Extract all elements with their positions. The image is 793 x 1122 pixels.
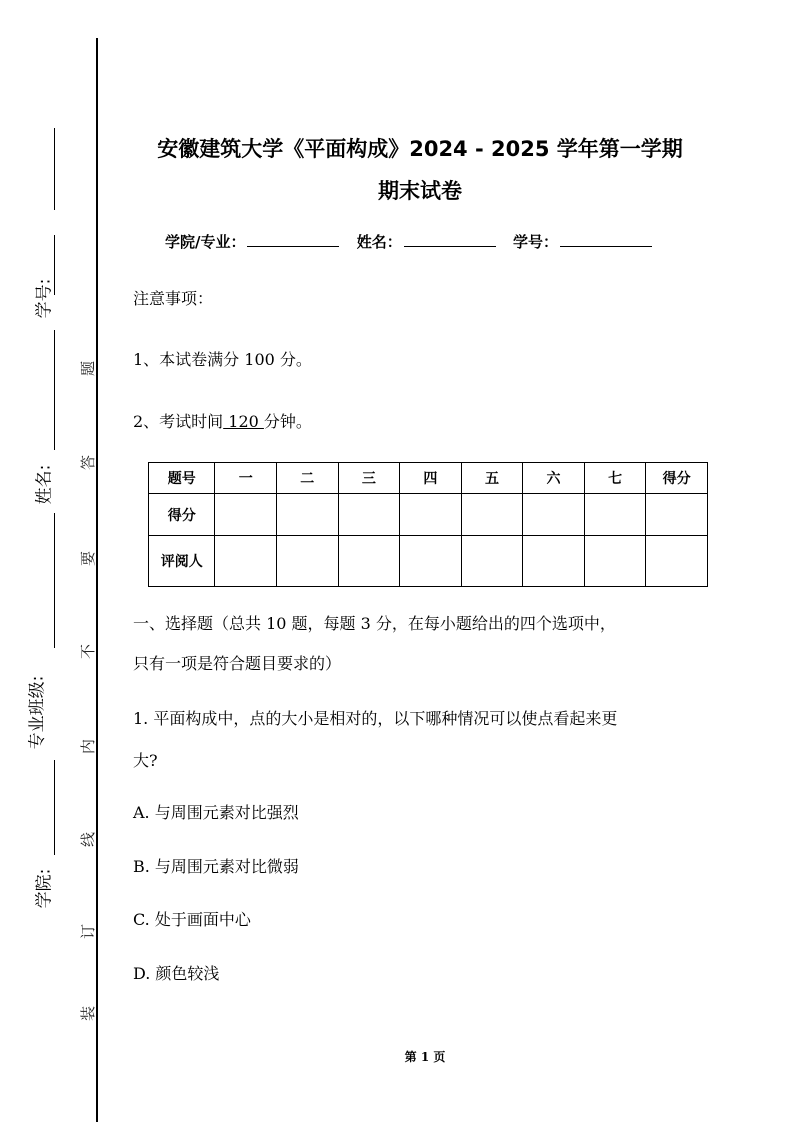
table-header-cell: 六: [523, 463, 585, 494]
table-row: [149, 494, 708, 536]
row-label: 得分: [149, 494, 215, 536]
table-row: [149, 536, 708, 587]
section-heading: 一、选择题（总共 10 题，每题 3 分，在每小题给出的四个选项中，: [133, 614, 616, 633]
table-cell: [523, 536, 585, 587]
margin-field-line: [54, 760, 55, 855]
binding-char: 内: [79, 738, 98, 755]
margin-field-line: [54, 330, 55, 450]
margin-name-label: 姓名:: [34, 464, 55, 505]
binding-line: [96, 38, 98, 1122]
table-cell: [215, 494, 277, 536]
table-cell: [338, 536, 400, 587]
exam-subtitle: 期末试卷: [378, 179, 462, 203]
table-header-cell: 四: [400, 463, 462, 494]
option-d: D. 颜色较浅: [133, 964, 220, 983]
margin-field-line: [54, 513, 55, 648]
exam-duration: 120: [223, 412, 264, 431]
table-cell: [584, 536, 646, 587]
binding-char: 要: [79, 550, 98, 567]
note-text: 2、考试时间: [133, 412, 224, 431]
binding-char: 题: [79, 360, 98, 377]
exam-title: 安徽建筑大学《平面构成》2024 - 2025 学年第一学期: [157, 137, 683, 161]
option-b: B. 与周围元素对比微弱: [133, 857, 299, 876]
page-number: 第 1 页: [404, 1050, 446, 1064]
note-item: 1、本试卷满分 100 分。: [133, 350, 312, 369]
table-header-cell: 得分: [646, 463, 708, 494]
section-heading-cont: 只有一项是符合题目要求的）: [133, 654, 342, 673]
margin-field-line: [54, 128, 55, 210]
row-label: 评阅人: [149, 536, 215, 587]
table-cell: [276, 494, 338, 536]
table-cell: [584, 494, 646, 536]
table-cell: [276, 536, 338, 587]
table-header-cell: 三: [338, 463, 400, 494]
student-id-field[interactable]: [560, 232, 652, 247]
binding-char: 装: [79, 1005, 98, 1022]
table-header-cell: 七: [584, 463, 646, 494]
table-cell: [461, 494, 523, 536]
table-header-cell: 二: [276, 463, 338, 494]
table-cell: [523, 494, 585, 536]
note-item: [133, 409, 312, 432]
binding-char: 不: [79, 643, 98, 660]
notes-heading: 注意事项：: [133, 289, 214, 308]
score-table: [148, 462, 708, 587]
name-label: 姓名：: [356, 233, 402, 251]
binding-char: 答: [79, 454, 98, 471]
college-label: 学院/专业：: [165, 233, 246, 251]
table-header-cell: 题号: [149, 463, 215, 494]
college-field[interactable]: [247, 232, 339, 247]
question-text-cont: 大?: [133, 751, 158, 770]
table-cell: [646, 494, 708, 536]
binding-char: 线: [79, 831, 98, 848]
student-id-label: 学号：: [512, 233, 558, 251]
table-cell: [400, 536, 462, 587]
binding-char: 订: [79, 923, 98, 940]
question-text: 1. 平面构成中，点的大小是相对的，以下哪种情况可以使点看起来更: [133, 709, 618, 728]
table-cell: [215, 536, 277, 587]
table-header-cell: 一: [215, 463, 277, 494]
student-info-row: [165, 231, 664, 252]
margin-college-label: 学院:: [34, 868, 55, 909]
note-text: 分钟。: [263, 412, 312, 431]
option-c: C. 处于画面中心: [133, 910, 251, 929]
table-cell: [400, 494, 462, 536]
table-header-cell: 五: [461, 463, 523, 494]
table-cell: [646, 536, 708, 587]
table-cell: [338, 494, 400, 536]
option-a: A. 与周围元素对比强烈: [133, 803, 299, 822]
margin-major-class-label: 专业班级:: [27, 675, 48, 750]
table-cell: [461, 536, 523, 587]
margin-student-id-label: 学号:: [34, 278, 55, 319]
table-header-row: [149, 463, 708, 494]
name-field[interactable]: [404, 232, 496, 247]
